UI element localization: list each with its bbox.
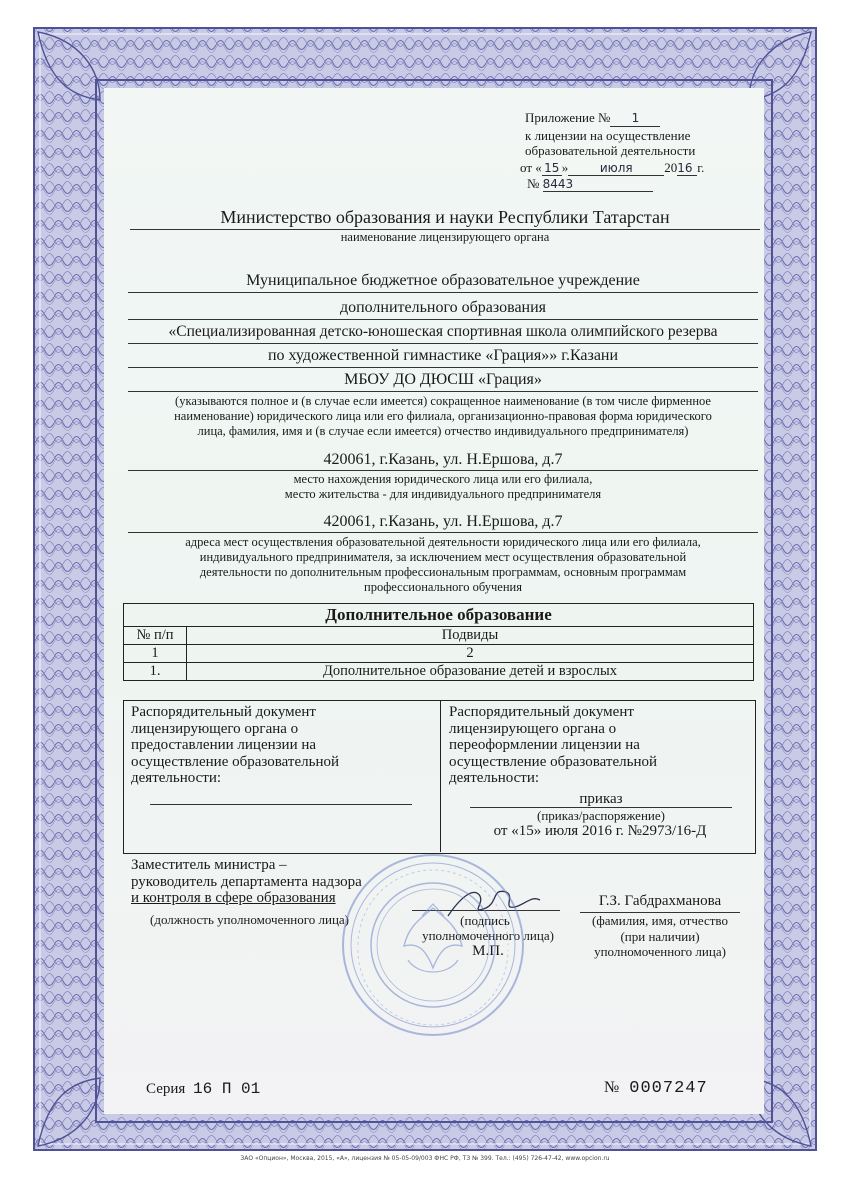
org-name-caption-2: наименование) юридического лица или его филиала, организационно-правовая форма юридического [174, 409, 712, 423]
sign-caption-2: уполномоченного лица) [422, 928, 554, 943]
row-subtype: Дополнительное образование детей и взрослых [187, 663, 754, 681]
org-name-caption-3: лица, фамилия, имя и (в случае если имеется) отчество индивидуального предпринимателя) [197, 424, 689, 438]
org-name-caption-1: (указываются полное и (в случае если имеется) сокращенное наименование (в том числе фирменное [175, 394, 711, 408]
education-table-title: Дополнительное образование [124, 604, 754, 627]
form-number-row: № 0007247 [604, 1079, 708, 1098]
col-header-number: № п/п [124, 627, 187, 645]
activity-address: 420061, г.Казань, ул. Н.Ершова, д.7 [323, 513, 563, 530]
col-header-subtypes: Подвиды [187, 627, 754, 645]
education-table [123, 603, 754, 681]
license-number: 8443 [543, 177, 653, 192]
official-seal [338, 850, 528, 1040]
appendix-date: от « 15 » июля 2016 г. [520, 160, 705, 175]
index-cell-2: 2 [187, 645, 754, 663]
org-short-name: МБОУ ДО ДЮСШ «Грация» [344, 371, 542, 388]
appendix-line1: к лицензии на осуществление [525, 128, 691, 143]
org-name-line-2: дополнительного образования [339, 299, 547, 316]
authority-name: Министерство образования и науки Республики Татарстан [220, 207, 670, 227]
series-value: 16 П 01 [193, 1080, 261, 1098]
appendix-month: июля [568, 161, 664, 176]
org-name-line-4: по художественной гимнастике «Грация»» г.Казани [267, 347, 619, 364]
left-document-text: Распорядительный документ лицензирующего органа о предоставлении лицензии на осуществление образовательной деятельности: [131, 704, 339, 786]
sign-caption-1: (подпись [460, 913, 510, 928]
appendix-line2: образовательной деятельности [525, 143, 696, 158]
signer-position: Заместитель министра – руководитель департамента надзора и контроля в сфере образования [131, 857, 362, 906]
appendix-day: 15 [542, 161, 562, 176]
order-date-number: от «15» июля 2016 г. №2973/16-Д [493, 823, 707, 839]
signer-name: Г.З. Габдрахманова [598, 893, 722, 909]
row-number: 1. [124, 663, 187, 681]
stamp-place: М.П. [472, 943, 504, 959]
activity-caption-4: профессионального обучения [364, 580, 522, 594]
order-type: приказ [579, 791, 623, 807]
authority-caption: наименование лицензирующего органа [340, 230, 550, 244]
series-row: Серия 16 П 01 [146, 1080, 261, 1098]
activity-caption-3: деятельности по дополнительным профессиональным программам, основным программам [199, 565, 687, 579]
form-number: 0007247 [629, 1079, 708, 1098]
org-location: 420061, г.Казань, ул. Н.Ершова, д.7 [323, 451, 563, 468]
appendix-license-number-row: № 8443 [527, 176, 653, 192]
position-caption: (должность уполномоченного лица) [150, 912, 350, 927]
activity-caption-1: адреса мест осуществления образовательной деятельности юридического лица или его филиала, [185, 535, 701, 549]
printer-imprint: ЗАО «Опцион», Москва, 2015, «А», лицензия № 05-05-09/003 ФНС РФ, ТЗ № 399. Тел.: (495) 726-47-42, www.opcion.ru [240, 1155, 610, 1162]
right-document-text: Распорядительный документ лицензирующего органа о переоформлении лицензии на осуществление образовательной деятельности: [449, 704, 657, 786]
org-name-line-3: «Специализированная детско-юношеская спортивная школа олимпийского резерва [168, 323, 718, 340]
appendix-number: 1 [610, 111, 660, 127]
name-caption: (фамилия, имя, отчество (при наличии) уполномоченного лица) [592, 913, 728, 959]
table-row [124, 663, 754, 681]
activity-caption-2: индивидуального предпринимателя, за исключением мест осуществления образовательной [199, 550, 687, 564]
appendix-year: 16 [677, 161, 697, 176]
order-caption: (приказ/распоряжение) [537, 808, 665, 823]
index-cell-1: 1 [124, 645, 187, 663]
appendix-label: Приложение № 1 [525, 110, 660, 127]
org-name-line-1: Муниципальное бюджетное образовательное учреждение [246, 272, 640, 289]
location-caption-2: место жительства - для индивидуального предпринимателя [284, 487, 602, 501]
location-caption-1: место нахождения юридического лица или его филиала, [293, 472, 593, 486]
